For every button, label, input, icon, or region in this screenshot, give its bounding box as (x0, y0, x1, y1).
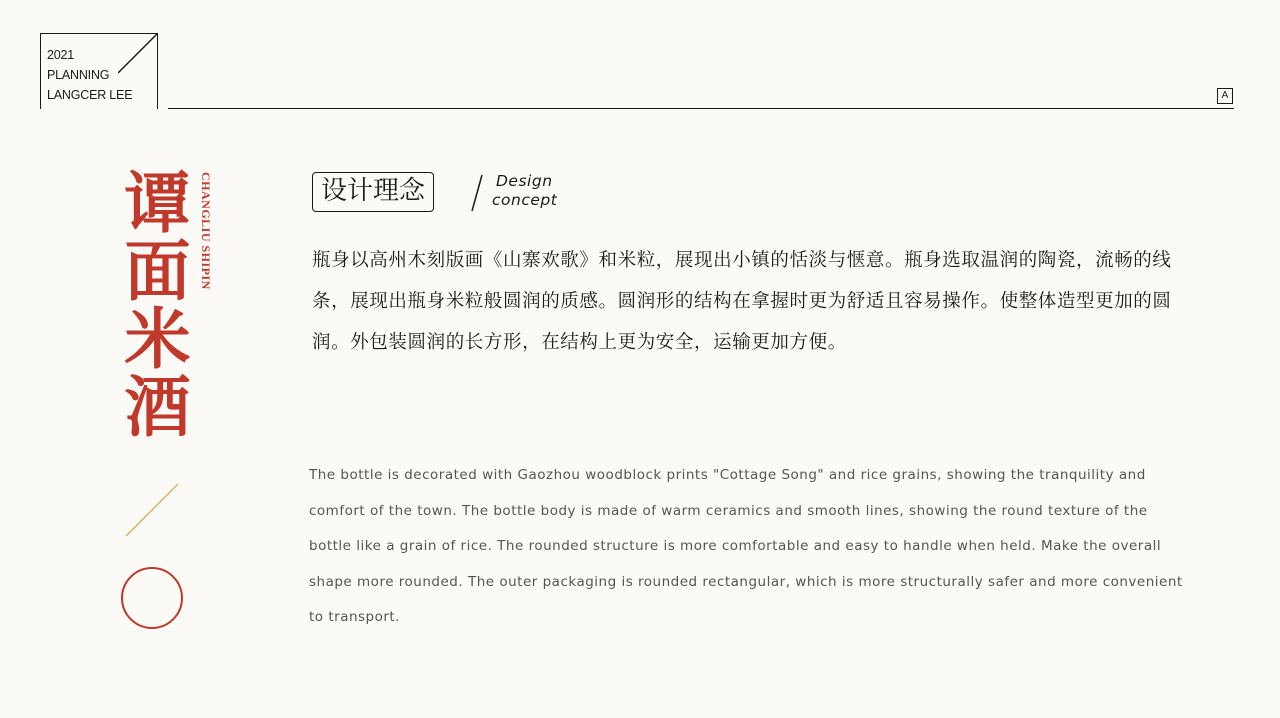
header-label: PLANNING (47, 68, 110, 82)
header-text (47, 45, 132, 105)
section-title-english (492, 172, 557, 210)
section-title-en-line1: Design (496, 172, 553, 190)
chinese-paragraph: 瓶身以高州木刻版画《山寨欢歌》和米粒，展现出小镇的恬淡与惬意。瓶身选取温润的陶瓷，流畅的线条，展现出瓶身米粒般圆润的质感。圆润形的结构在拿握时更为舒适且容易操作。使整体造型更加的圆润。外包装圆润的长方形，在结构上更为安全，运输更加方便。 (312, 250, 1172, 353)
section-title-en-line2: concept (492, 191, 558, 209)
accent-diagonal-line (124, 482, 180, 538)
title-separator-slash (470, 174, 484, 212)
brand-subtitle: CHANGLIU SHIPIN (199, 172, 213, 290)
english-paragraph: The bottle is decorated with Gaozhou woodblock prints "Cottage Song" and rice grains, showing the tranquility and comfort of the town. The bottle body is made of warm ceramics and smooth lines, showing the round texture of the bottle like a grain of rice. The rounded structure is more comfortable and easy to handle when held. Make the overall shape more rounded. The outer packaging is rounded rectangular, which is more structurally safer and more convenient to transport. (309, 467, 1183, 625)
brand-title: 谭面米酒 (113, 168, 191, 440)
section-title-badge: 设计理念 (312, 172, 434, 212)
page-marker: A (1217, 88, 1233, 104)
accent-circle (121, 567, 183, 629)
header-year: 2021 (47, 48, 75, 62)
header-divider (168, 108, 1234, 109)
header-author: LANGCER LEE (47, 88, 133, 102)
